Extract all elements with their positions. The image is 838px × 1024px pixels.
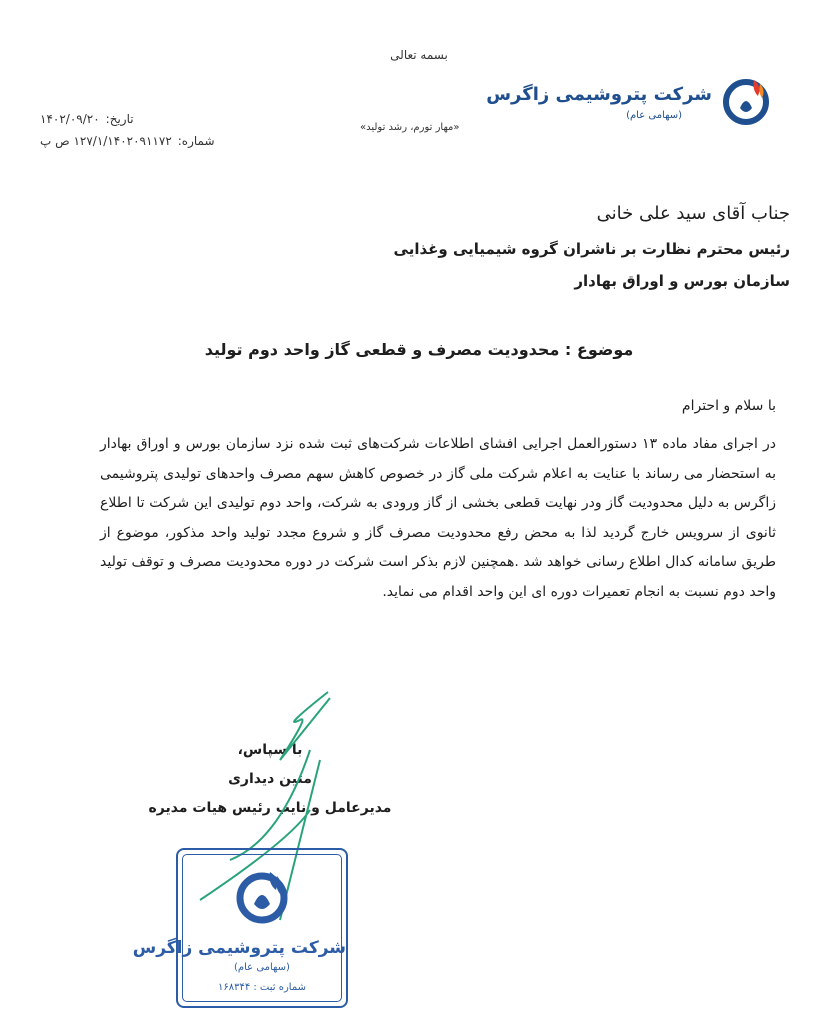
number-label: شماره: xyxy=(177,134,215,148)
letter-meta xyxy=(40,112,280,156)
company-stamp xyxy=(132,848,348,1008)
stamp-registration: شماره ثبت : ۱۶۸۳۴۴ xyxy=(217,982,307,993)
number-row xyxy=(40,134,280,148)
stamp-logo-icon xyxy=(230,864,294,928)
basmala: بسمه تعالی xyxy=(390,48,448,62)
recipient-name: جناب آقای سید علی خانی xyxy=(596,203,790,224)
recipient-block xyxy=(190,203,790,304)
stamp-company-type: (سهامی عام) xyxy=(234,962,290,973)
company-logo-icon xyxy=(718,72,774,128)
company-letterhead xyxy=(486,72,774,132)
date-row xyxy=(40,112,280,126)
signer-name: متین دیداری xyxy=(228,771,312,787)
slogan: «مهار تورم، رشد تولید» xyxy=(360,122,460,133)
signer-position: مدیرعامل و نایب رئیس هیات مدیره xyxy=(148,800,392,816)
stamp-company-name: شرکت پتروشیمی زاگرس xyxy=(132,938,346,958)
greeting: با سلام و احترام xyxy=(681,398,776,414)
recipient-organization: سازمان بورس و اوراق بهادار xyxy=(574,272,790,290)
company-type: (سهامی عام) xyxy=(626,110,682,121)
letter-subject: موضوع : محدودیت مصرف و قطعی گاز واحد دوم تولید xyxy=(204,340,634,359)
company-name: شرکت پتروشیمی زاگرس xyxy=(486,84,712,105)
number-value: ۱۲۷/۱/۱۴۰۲۰۹۱۱۷۲ ص پ xyxy=(40,134,172,148)
date-value: ۱۴۰۲/۰۹/۲۰ xyxy=(40,112,100,126)
date-label: تاریخ: xyxy=(105,112,134,126)
closing-thanks: با سپاس، xyxy=(237,742,303,758)
recipient-title: رئیس محترم نظارت بر ناشران گروه شیمیایی وغذایی xyxy=(393,240,790,258)
letter-body: در اجرای مفاد ماده ۱۳ دستورالعمل اجرایی افشای اطلاعات شرکت‌های ثبت شده نزد سازمان بورس و اوراق بهادار به استحضار می رساند با عنایت به اعلام شرکت ملی گاز در خصوص کاهش سهم مصرف واحدهای تولیدی پتروشیمی زاگرس به دلیل محدودیت گاز ودر نهایت قطعی بخشی از گاز ورودی به شرکت، واحد دوم تولیدی این شرکت تا اطلاع ثانوی از سرویس خارج گردید لذا به محض رفع محدودیت مصرف گاز و شروع مجدد تولید واحد مذکور، موضوع از طریق سامانه کدال اطلاع رسانی خواهد شد .همچنین لازم بذکر است شرکت در دوره محدودیت مصرف و توقف تولید واحد دوم نسبت به انجام تعمیرات دوره ای این واحد اقدام می نماید. xyxy=(100,436,776,600)
